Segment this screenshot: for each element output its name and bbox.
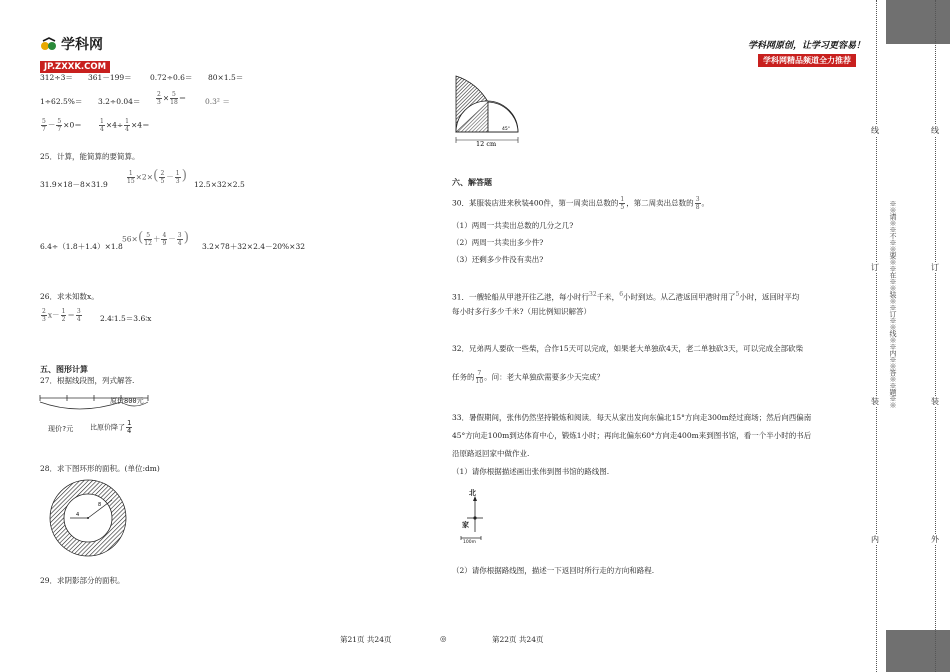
logo-url: JP.ZXXK.COM <box>40 61 110 73</box>
q30-1: （1）两周一共卖出总数的几分之几? <box>452 221 574 230</box>
margin-gray-bottom <box>886 630 950 672</box>
col2-order-char: 订 <box>931 263 939 272</box>
col1-bind-char: 装 <box>871 397 879 406</box>
q27-orig-label: 原价800元 <box>110 397 144 405</box>
logo <box>40 34 110 73</box>
compass-scale-label: 100m <box>463 540 476 545</box>
binding-line-1 <box>876 0 878 672</box>
ring-outer-label: 8 <box>98 502 102 508</box>
margin-gray-top <box>886 0 950 44</box>
col1-inside-char: 内 <box>871 535 879 544</box>
q29-shaded-figure <box>452 70 532 148</box>
q30-3: （3）还剩多少件没有卖出? <box>452 255 544 264</box>
logo-icon <box>40 37 58 51</box>
q33-line3: 沿原路返回家中做作业. <box>452 449 530 458</box>
q32-line1: 32．兄弟两人要砍一些柴，合作15天可以完成，如果老大单独砍4天，老二单独砍3天，可以完成全部砍柴 <box>452 344 804 353</box>
col1-line-char: 线 <box>871 126 879 135</box>
q33-line1: 33．暑假期间，张伟仍然坚持锻炼和阅读．每天从家出发向东偏北15°方向走300m经过商场；然后向西偏南 <box>452 413 812 422</box>
q33-line2: 45°方向走100m到达体育中心，锻炼1小时；再向北偏东60°方向走400m来到图书馆，看一个半小时的书后 <box>452 431 812 440</box>
q32-line2: 任务的 $\frac{7}{10}$ 。问：老大单独砍需要多少天完成？ <box>452 370 605 385</box>
ring-figure <box>48 478 128 558</box>
section-5-title: 五、图形计算 <box>40 365 88 374</box>
binding-line-2 <box>935 0 937 672</box>
q29-title: 29．求阴影部分的面积。 <box>40 576 125 585</box>
q28-title: 28．求下图环形的面积。(单位:dm) <box>40 464 160 473</box>
q30-2: （2）两周一共卖出多少件? <box>452 238 544 247</box>
col2-line-char: 线 <box>931 126 939 135</box>
header-slogan: 学科网原创，让学习更容易！ <box>748 41 866 51</box>
q33-1: （1）请你根据描述画出张伟到图书馆的路线图. <box>452 467 610 476</box>
compass-north-label: 北 <box>469 489 476 497</box>
footer-mid-symbol: ◎ <box>440 634 447 643</box>
q31-line1: 31．一艘轮船从甲港开往乙港，每小时行$^{32}$千米，$^6$小时到达。从乙港返回甲港时用了$^5$小时，返回时平均 <box>452 291 800 302</box>
q27-drop-label: 比原价降了 $\frac{1}{4}$ <box>90 419 132 435</box>
q30-text: 30．某服装店进来秋装400件，第一周卖出总数的 $\frac{1}{5}$ ，第二周卖出总数的 $\frac{3}{8}$ 。 <box>452 196 710 211</box>
footer-page-left: 第21页 共24页 <box>340 635 392 644</box>
logo-text: 学科网 <box>61 37 103 53</box>
q31-line2: 每小时多行多少千米?（用比例知识解答） <box>452 307 592 316</box>
fig-width-label: 12 cm <box>476 140 497 148</box>
binding-warning: ※※请※※不※※要※※在※※装※※订※※线※※内※※答※※题※※ <box>889 200 897 408</box>
col2-bind-char: 装 <box>931 397 939 406</box>
header-badge: 学科网精品频道全力推荐 <box>758 54 856 67</box>
section-6-title: 六、解答题 <box>452 178 492 187</box>
col2-outside-char: 外 <box>931 535 939 544</box>
ring-inner-label: 4 <box>76 512 80 518</box>
q25-title: 25．计算，能简算的要简算。 <box>40 152 140 161</box>
footer-page-right: 第22页 共24页 <box>492 635 544 644</box>
q33-2: （2）请你根据路线图，描述一下返回时所行走的方向和路程. <box>452 566 655 575</box>
q27-title: 27．根据线段图，列式解答. <box>40 376 135 385</box>
q26-title: 26．求未知数x。 <box>40 292 99 301</box>
compass-home-label: 家 <box>462 521 469 529</box>
col1-order-char: 订 <box>871 263 879 272</box>
q27-now-label: 现价?元 <box>48 425 74 433</box>
fig-angle-label: 45° <box>502 127 510 132</box>
